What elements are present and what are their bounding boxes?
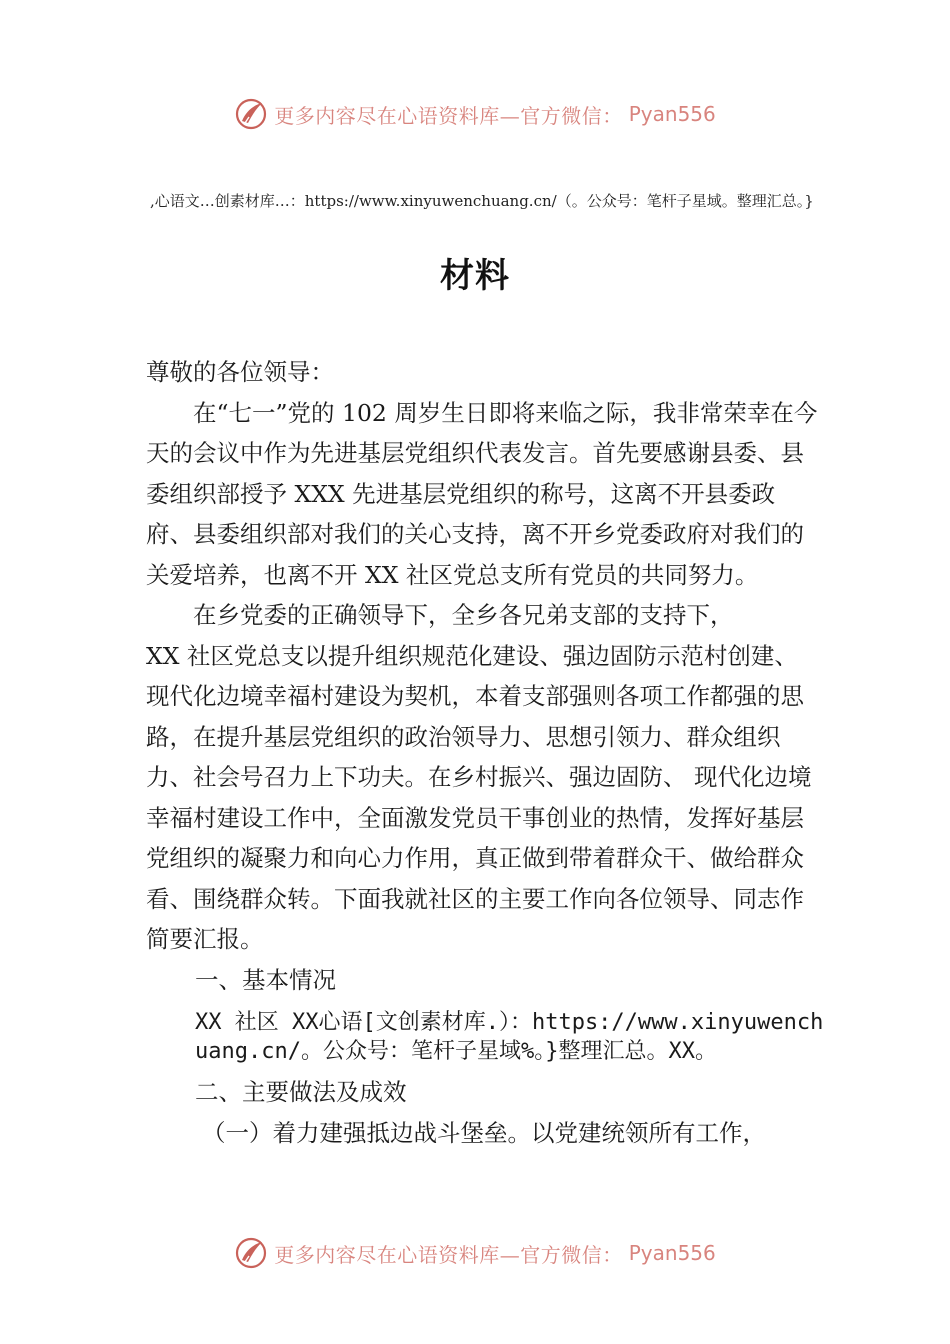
- pen-seal-logo-icon: [234, 97, 268, 131]
- section-heading-2: 二、主要做法及成效: [195, 1078, 407, 1106]
- footer-banner-text: 更多内容尽在心语资料库—官方微信：: [274, 1242, 623, 1267]
- document-body: [146, 352, 824, 1153]
- subsection-heading-1: （一）着力建强抵边战斗堡垒。以党建统领所有工作，: [202, 1118, 766, 1147]
- footer-banner: [0, 1233, 950, 1273]
- salutation: 尊敬的各位领导：: [146, 358, 334, 386]
- source-note: ,心语文…创素材库…：https://www.xinyuwenchuang.cn/（。公众号：笔杆子星域。整理汇总。}: [150, 192, 814, 210]
- section-heading-1: 一、基本情况: [195, 965, 336, 994]
- pen-seal-logo-icon: [234, 1236, 268, 1270]
- banner-text: 更多内容尽在心语资料库—官方微信：: [274, 103, 623, 128]
- paragraph-2-intro: 在乡党委的正确领导下，全乡各兄弟支部的支持下，: [193, 601, 734, 629]
- paragraph-2: XX 社区党总支以提升组织规范化建设、强边固防示范村创建、现代化边境幸福村建设为契机，本着支部强则各项工作都强的思路，在提升基层党组织的政治领导力、思想引领力、群众组织力、社会号召力上下功夫。在乡村振兴、强边固防、 现代化边境幸福村建设工作中，全面激发党员干事创业的热情，发挥好基层党组织的凝聚力和向心力作用，真正做到带着群众干、做给群众看、围绕群众转。下面我就社区的主要工作向各位领导、同志作简要汇报。: [146, 641, 812, 953]
- header-banner: [0, 94, 950, 134]
- page-title: 材料: [440, 256, 510, 296]
- footer-wechat-handle: Pyan556: [628, 1241, 716, 1265]
- banner-wechat-handle: Pyan556: [628, 102, 716, 126]
- section-1-body: XX 社区 XX心语[文创素材库.）：https://www.xinyuwenchuang.cn/。公众号：笔杆子星域%。}整理汇总。XX。: [195, 1010, 824, 1064]
- paragraph-1: 在“七一”党的 102 周岁生日即将来临之际，我非常荣幸在今天的会议中作为先进基层党组织代表发言。首先要感谢县委、县委组织部授予 XXX 先进基层党组织的称号，这离不开县委政府、县委组织部对我们的关心支持，离不开乡党委政府对我们的关爱培养，也离不开 XX 社区党总支所有党员的共同努力。: [146, 398, 818, 589]
